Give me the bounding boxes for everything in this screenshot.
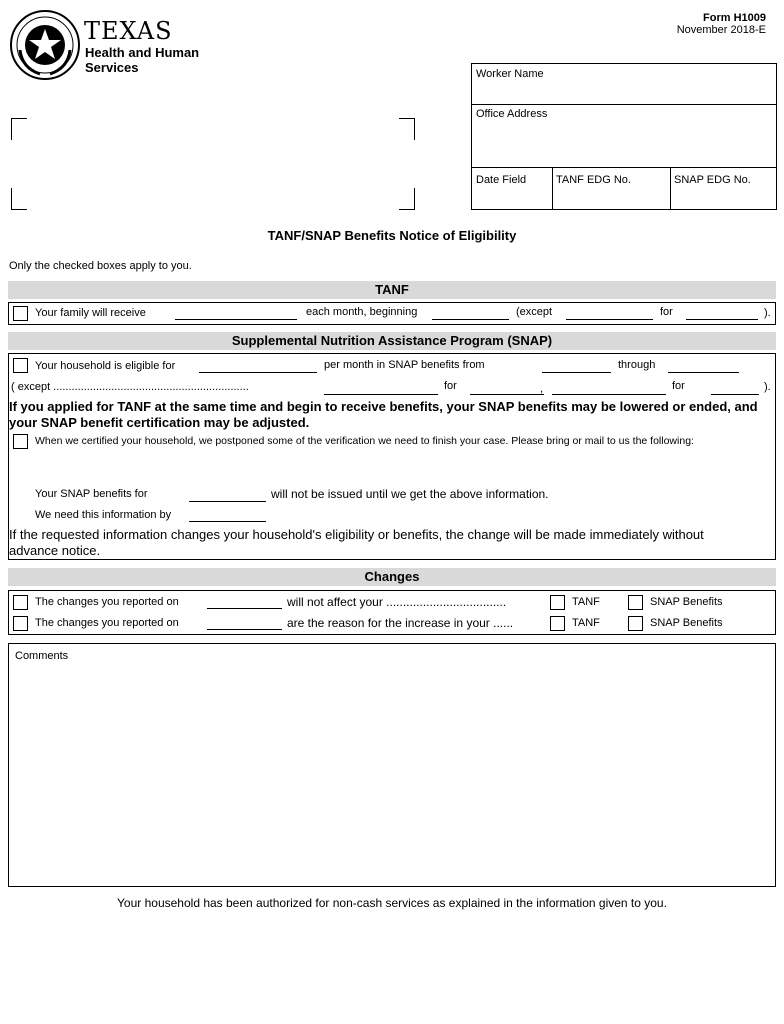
logo-line2: Health and Human bbox=[85, 45, 200, 60]
changes-row1-snap-label: SNAP Benefits bbox=[650, 596, 723, 608]
changes-row1-checkbox[interactable] bbox=[13, 595, 28, 610]
logo-line3: Services bbox=[85, 60, 139, 75]
snap-eligible-checkbox[interactable] bbox=[13, 358, 28, 373]
snap-amount-field[interactable] bbox=[199, 372, 317, 373]
tanf-each-month-label: each month, beginning bbox=[306, 306, 418, 318]
changes-row2-snap-checkbox[interactable] bbox=[628, 616, 643, 631]
snap-benefits-for-field[interactable] bbox=[189, 501, 266, 502]
changes-row2-date-field[interactable] bbox=[207, 629, 282, 630]
snap-eligible-label: Your household is eligible for bbox=[35, 360, 176, 372]
snap-close: ). bbox=[764, 381, 771, 393]
form-number: Form H1009 bbox=[703, 12, 766, 24]
page-title: TANF/SNAP Benefits Notice of Eligibility bbox=[267, 228, 517, 243]
snap-not-issued-label: will not be issued until we get the above information. bbox=[271, 487, 549, 501]
changes-row2-checkbox[interactable] bbox=[13, 616, 28, 631]
snap-warning: If you applied for TANF at the same time and begin to receive benefits, your SNAP benefits may be lowered or ended, and your SNAP benefit certification may be adjusted. bbox=[9, 399, 758, 430]
tanf-for-field[interactable] bbox=[686, 319, 758, 320]
tanf-receive-label: Your family will receive bbox=[35, 307, 146, 319]
snap-for2-field[interactable] bbox=[711, 394, 759, 395]
changes-section bbox=[8, 590, 776, 635]
snap-need-by-field[interactable] bbox=[189, 521, 266, 522]
changes-row2-label: The changes you reported on bbox=[35, 617, 179, 629]
changes-row2-tanf-label: TANF bbox=[572, 617, 600, 629]
snap-heading: Supplemental Nutrition Assistance Program (SNAP) bbox=[8, 332, 776, 350]
address-corner-br bbox=[399, 188, 415, 210]
snap-for1-field[interactable] bbox=[470, 394, 544, 395]
tanf-edg-field[interactable]: TANF EDG No. bbox=[556, 174, 631, 186]
tanf-heading: TANF bbox=[8, 281, 776, 299]
snap-postponed-label: When we certified your household, we postponed some of the verification we need to finish your case. Please bring or mail to us the following: bbox=[35, 435, 694, 447]
changes-row1-snap-checkbox[interactable] bbox=[628, 595, 643, 610]
changes-row1-tanf-label: TANF bbox=[572, 596, 600, 608]
tanf-begin-date-field[interactable] bbox=[432, 319, 509, 320]
snap-per-month-label: per month in SNAP benefits from bbox=[324, 359, 485, 371]
logo-texas: TEXAS bbox=[84, 17, 173, 45]
changes-row1-label: The changes you reported on bbox=[35, 596, 179, 608]
snap-benefits-for-label: Your SNAP benefits for bbox=[35, 488, 148, 500]
tanf-except-label: (except bbox=[516, 306, 553, 318]
intro-text: Only the checked boxes apply to you. bbox=[9, 260, 192, 272]
snap-for1-label: for bbox=[444, 380, 457, 392]
snap-except-field[interactable] bbox=[324, 394, 438, 395]
worker-info-box bbox=[471, 63, 777, 210]
snap-from-field[interactable] bbox=[542, 372, 611, 373]
changes-row2-tanf-checkbox[interactable] bbox=[550, 616, 565, 631]
snap-section bbox=[8, 353, 776, 560]
snap-need-by-label: We need this information by bbox=[35, 509, 172, 521]
date-field[interactable]: Date Field bbox=[476, 174, 527, 186]
tanf-close: ). bbox=[764, 307, 771, 319]
tanf-except-field[interactable] bbox=[566, 319, 653, 320]
tanf-for-label: for bbox=[660, 306, 673, 318]
comments-box[interactable] bbox=[8, 643, 776, 887]
changes-row2-text: are the reason for the increase in your ...... bbox=[287, 616, 514, 630]
snap-postponed-checkbox[interactable] bbox=[13, 434, 28, 449]
snap-comma: , bbox=[540, 383, 544, 395]
changes-row1-tanf-checkbox[interactable] bbox=[550, 595, 565, 610]
snap-except-label: ( except ................................................................ bbox=[11, 381, 249, 393]
state-seal-icon bbox=[10, 10, 80, 80]
changes-row2-snap-label: SNAP Benefits bbox=[650, 617, 723, 629]
snap-edg-field[interactable]: SNAP EDG No. bbox=[674, 174, 751, 186]
address-corner-tr bbox=[399, 118, 415, 140]
comments-label: Comments bbox=[15, 650, 69, 662]
snap-except2-field[interactable] bbox=[552, 394, 666, 395]
snap-through-label: through bbox=[618, 359, 656, 371]
changes-row1-date-field[interactable] bbox=[207, 608, 282, 609]
form-date: November 2018-E bbox=[676, 24, 766, 36]
snap-change-notice: If the requested information changes your household's eligibility or benefits, the change will be made immediately without advance notice. bbox=[9, 527, 704, 558]
address-corner-bl bbox=[11, 188, 27, 210]
tanf-checkbox[interactable] bbox=[13, 306, 28, 321]
worker-name-field[interactable]: Worker Name bbox=[476, 68, 544, 80]
texas-hhs-logo bbox=[10, 10, 200, 80]
changes-row1-text: will not affect your .................................... bbox=[287, 595, 507, 609]
office-address-field[interactable]: Office Address bbox=[476, 108, 548, 120]
snap-through-field[interactable] bbox=[668, 372, 739, 373]
address-corner-tl bbox=[11, 118, 27, 140]
tanf-section bbox=[8, 302, 776, 325]
tanf-amount-field[interactable] bbox=[175, 319, 297, 320]
changes-heading: Changes bbox=[8, 568, 776, 586]
snap-for2-label: for bbox=[672, 380, 685, 392]
footer-note: Your household has been authorized for non-cash services as explained in the information given to you. bbox=[117, 896, 667, 910]
